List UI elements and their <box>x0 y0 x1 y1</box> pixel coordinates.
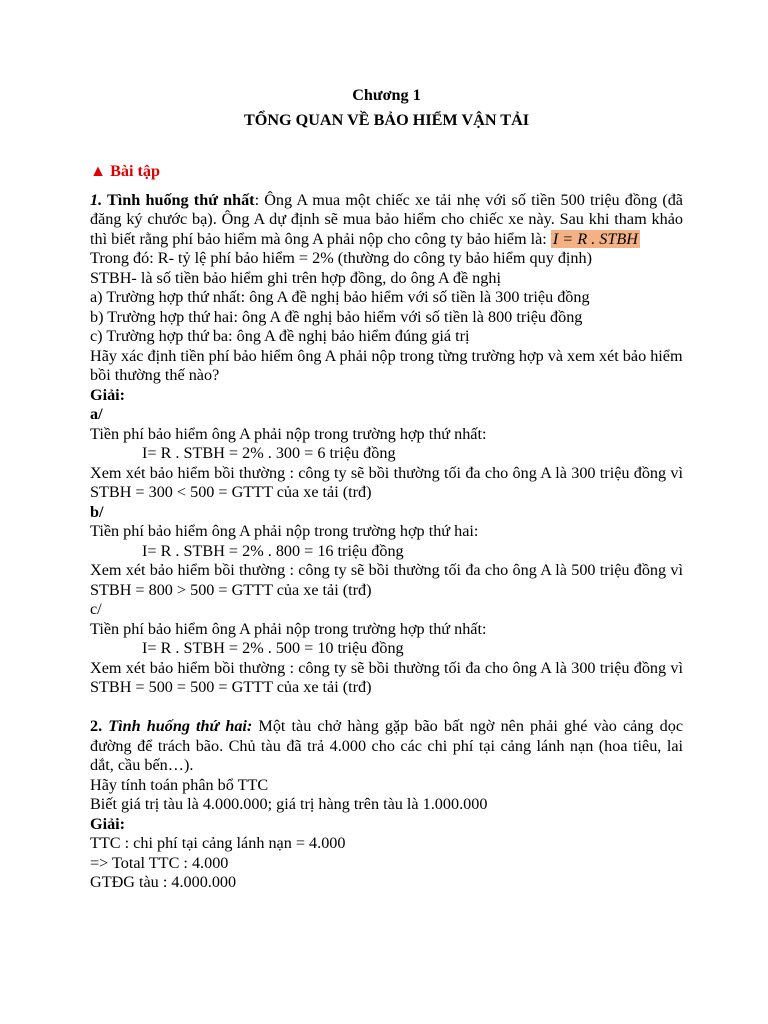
q2-solution-line: => Total TTC : 4.000 <box>90 853 229 872</box>
q1-line: Hãy xác định tiền phí bảo hiểm ông A phải nộp trong từng trường hợp và xem xét bảo hiểm bồi thường thế nào? <box>90 346 683 384</box>
q1-part-a-note: Xem xét bảo hiểm bồi thường : công ty sẽ bồi thường tối đa cho ông A là 300 triệu đồng vì STBH = 300 < 500 = GTTT của xe tải (trđ) <box>90 463 683 501</box>
q1-label: Tình huống thứ nhất <box>102 190 255 209</box>
q2-solution-label: Giải: <box>90 814 126 833</box>
q1-line: STBH- là số tiền bảo hiểm ghi trên hợp đồng, do ông A đề nghị <box>90 268 501 287</box>
q2-solution-line: GTĐG tàu : 4.000.000 <box>90 873 237 891</box>
chapter-title: TỔNG QUAN VỀ BẢO HIỂM VẬN TẢI <box>243 110 530 129</box>
q1-intro: : Ông A mua một chiếc xe tải nhẹ với số tiền 500 triệu đồng (đã đăng ký chước bạ). Ông A dự định sẽ mua bảo hiểm cho chiếc xe này. Sau khi tham khảo thì biết rằng phí bảo hiểm mà ông A phải nộp cho công ty bảo hiểm là: <box>90 190 683 248</box>
q1-line: a) Trường hợp thứ nhất: ông A đề nghị bảo hiểm với số tiền là 300 triệu đồng <box>90 288 590 306</box>
q1-line: b) Trường hợp thứ hai: ông A đề nghị bảo hiểm với số tiền là 800 triệu đồng <box>90 307 583 326</box>
q1-part-c-note: Xem xét bảo hiểm bồi thường : công ty sẽ bồi thường tối đa cho ông A là 300 triệu đồng vì STBH = 500 = 500 = GTTT của xe tải (trđ) <box>90 658 683 696</box>
section-heading: ▲ Bài tập <box>90 162 160 180</box>
q1-part-c-label: c/ <box>90 600 102 618</box>
q2-line: Hãy tính toán phân bổ TTC <box>90 775 269 794</box>
q1-solution-label: Giải: <box>90 385 126 404</box>
q2-label: Tình huống thứ hai: <box>108 717 253 735</box>
document-page <box>90 86 683 893</box>
q2-solution-line: TTC : chi phí tại cảng lánh nạn = 4.000 <box>90 834 346 852</box>
q2-number: 2. <box>90 717 103 735</box>
q1-formula-highlight: I = R . STBH <box>552 229 638 248</box>
q1-part-a-formula: I= R . STBH = 2% . 300 = 6 triệu đồng <box>142 444 396 462</box>
q1-part-b-label: b/ <box>90 502 104 521</box>
q1-part-a-label: a/ <box>90 405 103 423</box>
chapter-heading: Chương 1 <box>352 86 421 104</box>
q2-line: Biết giá trị tàu là 4.000.000; giá trị hàng trên tàu là 1.000.000 <box>90 795 488 813</box>
q1-paragraph <box>90 191 683 250</box>
q1-part-c-formula: I= R . STBH = 2% . 500 = 10 triệu đồng <box>142 639 404 657</box>
q1-line: c) Trường hợp thứ ba: ông A đề nghị bảo hiểm đúng giá trị <box>90 327 470 345</box>
q1-part-b-formula: I= R . STBH = 2% . 800 = 16 triệu đồng <box>142 541 404 560</box>
q1-part-c-text: Tiền phí bảo hiểm ông A phải nộp trong trường hợp thứ nhất: <box>90 619 487 638</box>
q1-part-a-text: Tiền phí bảo hiểm ông A phải nộp trong trường hợp thứ nhất: <box>90 424 487 443</box>
q1-part-b-text: Tiền phí bảo hiểm ông A phải nộp trong trường hợp thứ hai: <box>90 522 479 540</box>
q2-paragraph <box>90 717 683 776</box>
q1-part-b-note: Xem xét bảo hiểm bồi thường : công ty sẽ bồi thường tối đa cho ông A là 500 triệu đồng vì STBH = 800 > 500 = GTTT của xe tải (trđ) <box>90 561 683 599</box>
q2-intro: Một tàu chở hàng gặp bão bất ngờ nên phải ghé vào cảng dọc đường để trách bão. Chủ tàu đã trả 4.000 cho các chi phí tại cảng lánh nạn (hoa tiêu, lai dắt, cầu bến…). <box>90 717 683 774</box>
q1-number: 1. <box>90 190 103 209</box>
q1-line: Trong đó: R- tỷ lệ phí bảo hiểm = 2% (thường do công ty bảo hiểm quy định) <box>90 249 593 267</box>
